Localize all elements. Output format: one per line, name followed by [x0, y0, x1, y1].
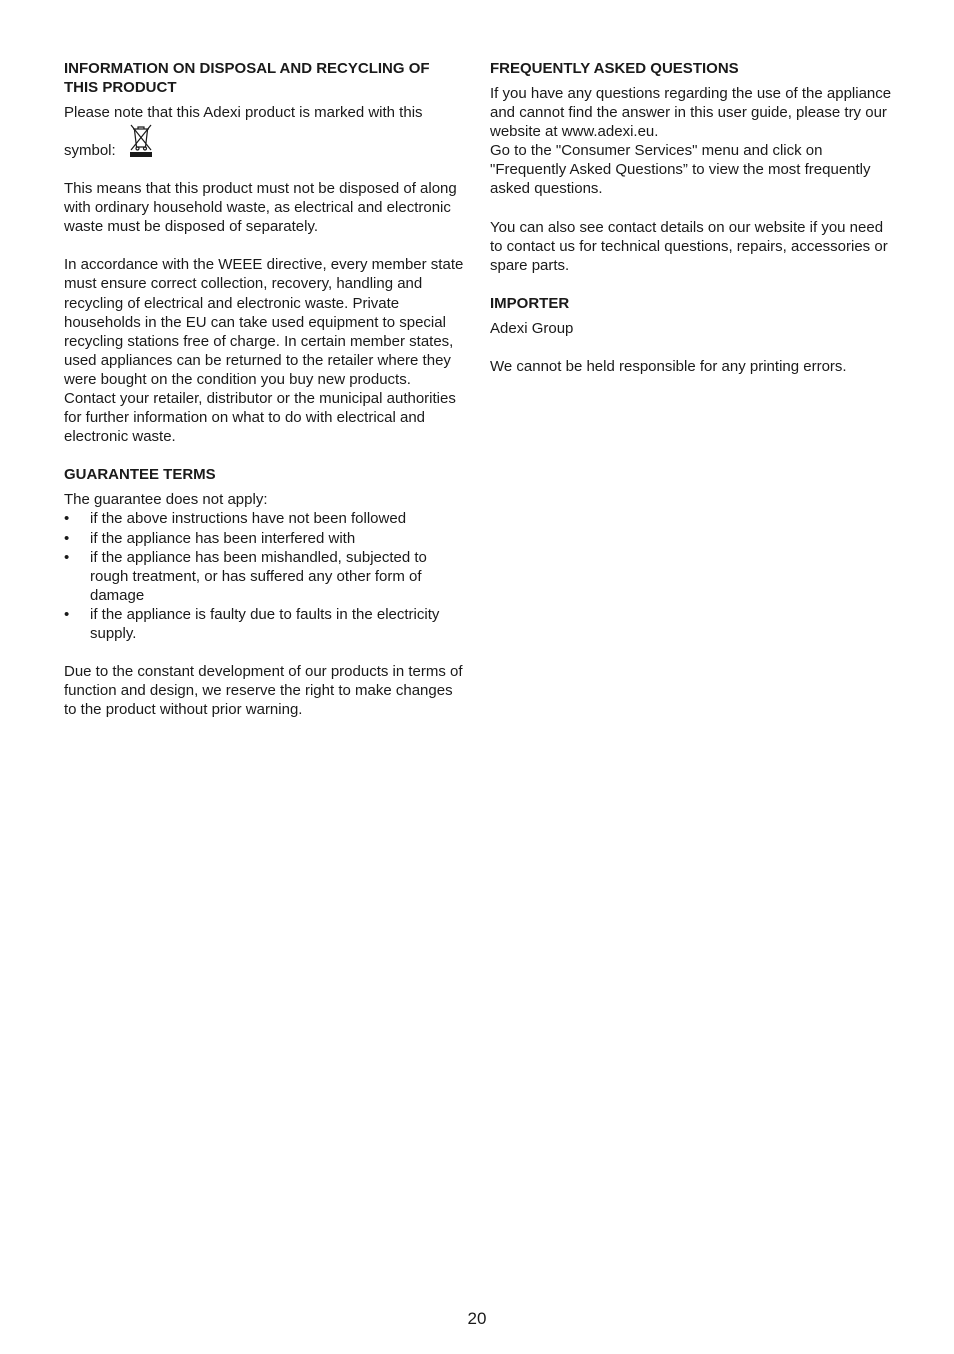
bullet: •	[64, 548, 70, 566]
list-item: • if the appliance has been interfered with	[64, 529, 356, 547]
bullet: •	[64, 605, 70, 623]
bullet: •	[64, 510, 70, 528]
guarantee-heading: GUARANTEE TERMS	[64, 466, 216, 484]
importer-heading: IMPORTER	[490, 294, 570, 312]
disposal-paragraph-1: This means that this product must not be disposed of along with ordinary household waste, as electrical and electronic waste must be disposed of separately.	[64, 180, 457, 236]
page-number: 20	[467, 1309, 487, 1328]
list-item: • if the above instructions have not been followed	[64, 510, 407, 528]
guarantee-intro: The guarantee does not apply:	[64, 491, 268, 509]
symbol-label: symbol:	[64, 142, 116, 160]
guarantee-list	[64, 509, 464, 643]
faq-paragraph-1: If you have any questions regarding the use of the appliance and cannot find the answer in this user guide, please try our website at www.adexi.eu.	[490, 85, 892, 141]
guarantee-paragraph: Due to the constant development of our products in terms of function and design, we reserve the right to make changes to the product without prior warning.	[64, 663, 463, 719]
right-column	[490, 59, 895, 376]
bullet: •	[64, 529, 70, 547]
weee-crossed-bin-icon	[128, 122, 154, 160]
disposal-heading: INFORMATION ON DISPOSAL AND RECYCLING OF THIS PRODUCT	[64, 60, 430, 96]
printing-disclaimer: We cannot be held responsible for any printing errors.	[490, 357, 847, 375]
disposal-paragraph-2: In accordance with the WEEE directive, every member state must ensure correct collection, recovery, handling and recycling of electrical and electronic waste. Private households in the EU can take used equipment to special recycling stations free of charge. In certain member states, used appliances can be returned to the retailer where they were bought on the condition you buy new products. Contact your retailer, distributor or the municipal authorities for further information on what to do with electrical and electronic waste.	[64, 256, 464, 446]
list-item: • if the appliance is faulty due to faults in the electricity supply.	[64, 605, 440, 642]
left-column	[64, 59, 464, 719]
disposal-intro: Please note that this Adexi product is marked with this	[64, 104, 423, 121]
faq-heading: FREQUENTLY ASKED QUESTIONS	[490, 60, 739, 77]
list-item: • if the appliance has been mishandled, subjected to rough treatment, or has suffered any other form of damage	[64, 548, 427, 604]
symbol-line	[64, 122, 464, 160]
importer-name: Adexi Group	[490, 319, 574, 337]
faq-paragraph-3: You can also see contact details on our website if you need to contact us for technical questions, repairs, accessories or spare parts.	[490, 218, 888, 274]
faq-paragraph-2: Go to the "Consumer Services" menu and click on "Frequently Asked Questions” to view the most frequently asked questions.	[490, 142, 871, 198]
